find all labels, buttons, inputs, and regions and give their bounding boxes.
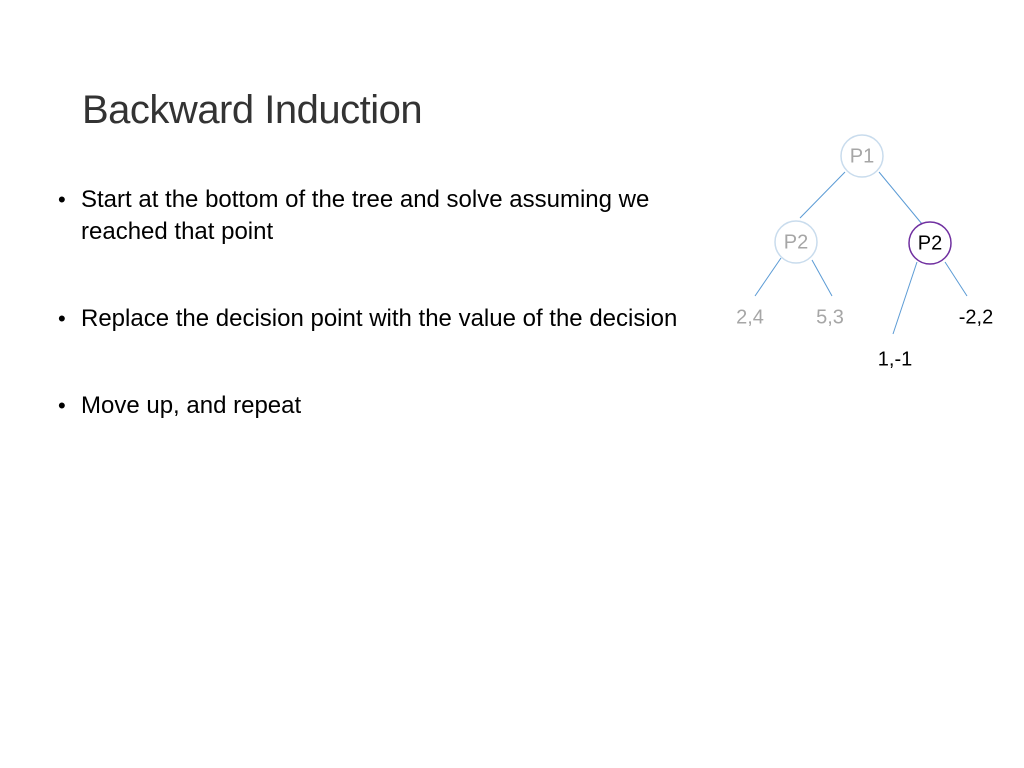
edge-left-leftleaf xyxy=(755,258,781,296)
edge-right-leftleaf xyxy=(893,262,917,334)
tree-node-right xyxy=(909,222,951,264)
tree-node-left xyxy=(775,221,817,263)
edge-left-rightleaf xyxy=(812,260,832,296)
tree-node-root-label: P1 xyxy=(849,145,875,168)
tree-node-root xyxy=(841,135,883,177)
payoff-left-left: 2,4 xyxy=(736,306,764,329)
edge-root-right xyxy=(879,172,922,224)
bullet-dot-icon: • xyxy=(58,306,66,331)
tree-node-left-label: P2 xyxy=(783,231,809,254)
payoff-left-right: 5,3 xyxy=(816,306,844,329)
bullet-dot-icon: • xyxy=(58,187,66,212)
bullet-dot-icon: • xyxy=(58,393,66,418)
bullet-text: Start at the bottom of the tree and solve assuming we reached that point xyxy=(81,186,650,245)
payoff-right-left: 1,-1 xyxy=(877,348,913,371)
slide-title: Backward Induction xyxy=(82,88,423,132)
bullet-text: Replace the decision point with the value of the decision xyxy=(81,305,678,332)
bullet-text: Move up, and repeat xyxy=(81,392,302,419)
edge-right-rightleaf xyxy=(945,262,967,296)
payoff-right-right: -2,2 xyxy=(958,306,994,329)
tree-node-right-label: P2 xyxy=(917,232,943,255)
edge-root-left xyxy=(800,172,845,218)
